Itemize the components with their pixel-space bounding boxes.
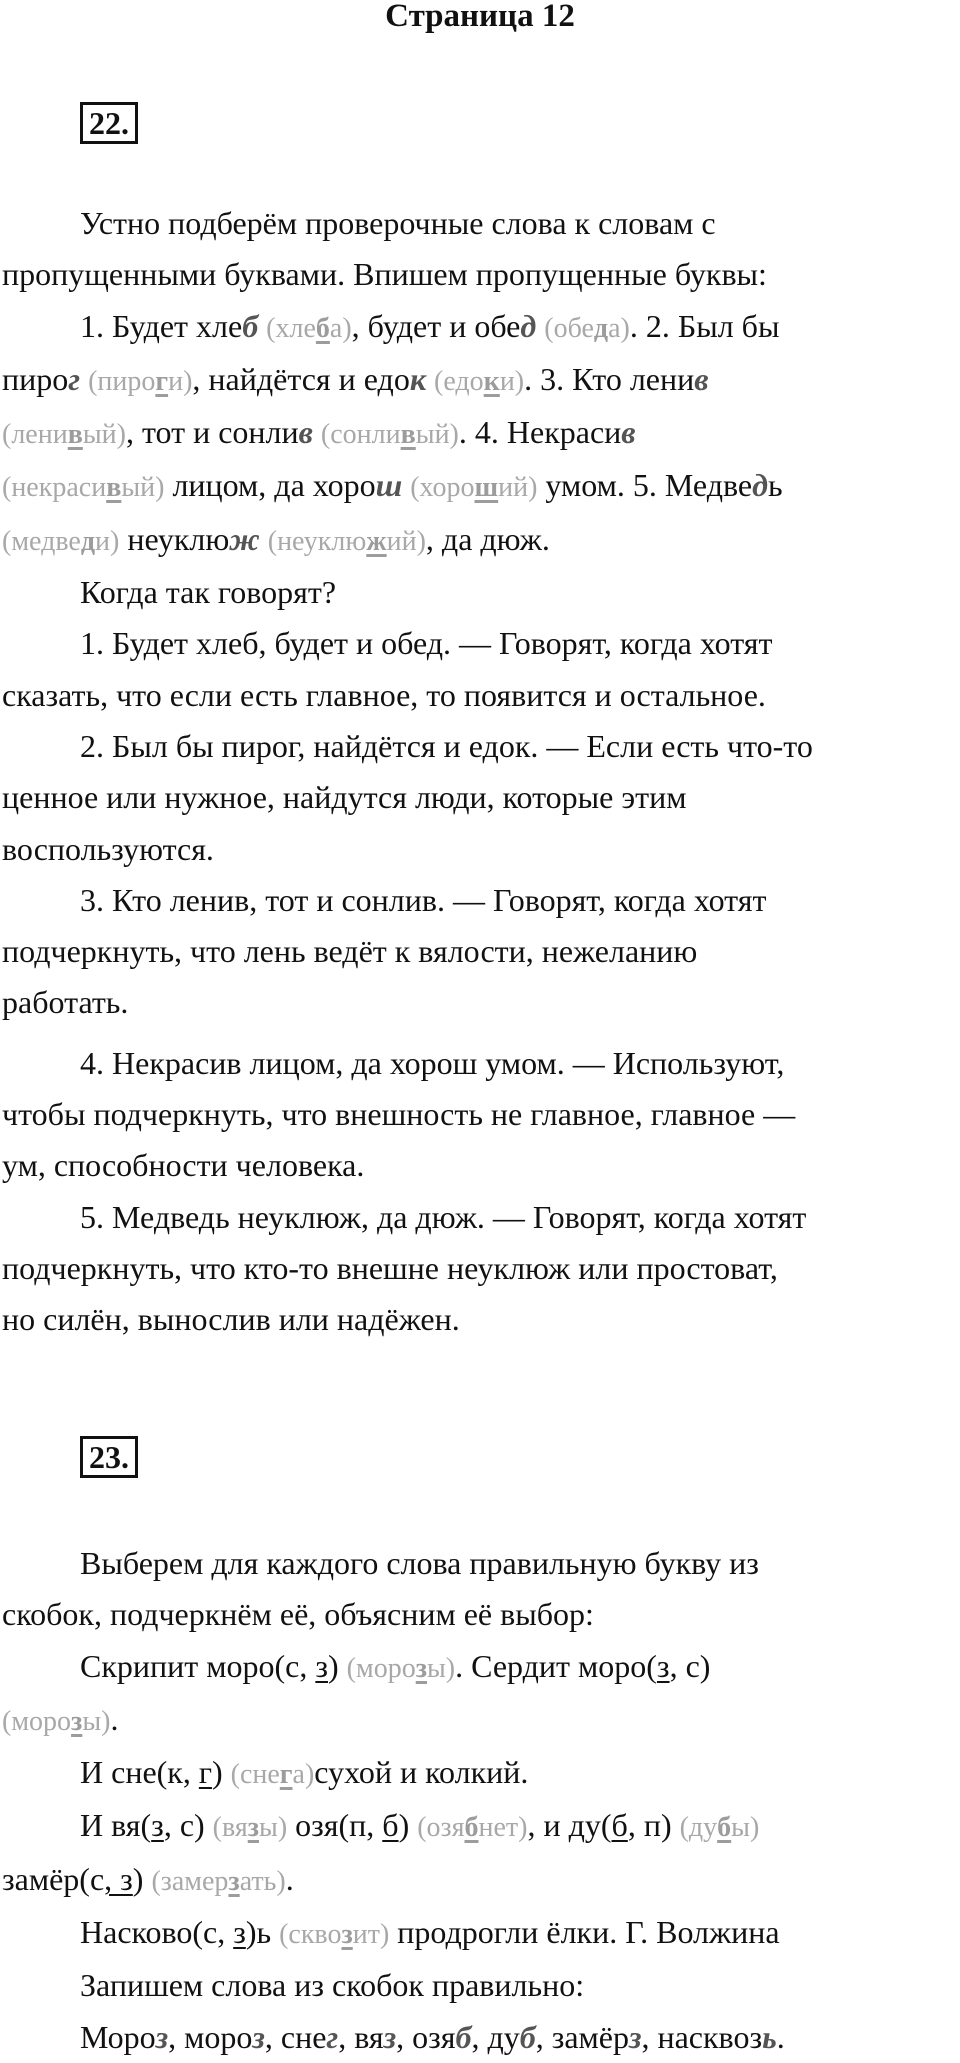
task-number: 23: [89, 1439, 121, 1475]
exercise-line: замёр(с, з) (замерзать).: [2, 1860, 294, 1897]
task-23-body: [2, 1538, 952, 2063]
answer-line: но силён, вынослив или надёжен.: [2, 1301, 460, 1338]
answer-line: воспользуются.: [2, 830, 214, 867]
paragraph: Выберем для каждого слова правильную букву из: [80, 1545, 759, 1581]
answer-line: чтобы подчеркнуть, что внешность не главное, главное —: [2, 1096, 796, 1133]
exercise-line: пирог (пироги), найдётся и едок (едоки). 3. Кто ленив: [2, 360, 709, 397]
answer-line: 2. Был бы пирог, найдётся и едок. — Если есть что-то: [80, 727, 813, 764]
answer-line: подчеркнуть, что лень ведёт к вялости, нежеланию: [2, 933, 698, 970]
task-number-box: 22.: [80, 102, 138, 144]
answer-line: сказать, что если есть главное, то появится и остальное.: [2, 676, 766, 713]
answer-line: работать.: [2, 984, 129, 1021]
page-title: Страница 12: [385, 0, 575, 34]
answer-line: 3. Кто ленив, тот и сонлив. — Говорят, когда хотят: [80, 881, 767, 918]
task-number-box: 23.: [80, 1436, 138, 1478]
exercise-line: Мороз, мороз, снег, вяз, озяб, дуб, замёрз, насквозь.: [80, 2018, 785, 2055]
answer-line: 5. Медведь неуклюж, да дюж. — Говорят, когда хотят: [80, 1198, 807, 1235]
paragraph: Устно подберём проверочные слова к словам с: [80, 205, 716, 241]
task-number: 22: [89, 105, 121, 141]
exercise-line: (морозы).: [2, 1700, 119, 1737]
answer-line: 1. Будет хлеб, будет и обед. — Говорят, когда хотят: [80, 625, 773, 662]
answer-line: ценное или нужное, найдутся люди, которые этим: [2, 779, 687, 816]
task-22-body: [2, 198, 952, 1346]
exercise-line: И сне(к, г) (снега)сухой и колкий.: [80, 1754, 529, 1791]
paragraph: скобок, подчеркнём её, объясним её выбор:: [2, 1596, 594, 1633]
exercise-line: 1. Будет хлеб (хлеба), будет и обед (обеда). 2. Был бы: [80, 307, 780, 344]
exercise-line: Насково(с, з)ь (сквозит) продрогли ёлки. Г. Волжина: [80, 1914, 780, 1951]
exercise-line: (медведи) неуклюж (неуклюжий), да дюж.: [2, 520, 550, 557]
answer-line: ум, способности человека.: [2, 1147, 365, 1184]
paragraph: Запишем слова из скобок правильно:: [80, 1967, 585, 2004]
exercise-line: Скрипит моро(с, з) (морозы). Сердит моро(з, с): [80, 1647, 711, 1684]
question-title: Когда так говорят?: [80, 574, 337, 611]
answer-line: 4. Некрасив лицом, да хорош умом. — Используют,: [80, 1044, 785, 1081]
answer-line: подчеркнуть, что кто-то внешне неуклюж или простоват,: [2, 1249, 778, 1286]
exercise-line: И вя(з, с) (вязы) озя(п, б) (озябнет), и ду(б, п) (дубы): [80, 1807, 760, 1844]
paragraph: пропущенными буквами. Впишем пропущенные буквы:: [2, 256, 767, 293]
exercise-line: (ленивый), тот и сонлив (сонливый). 4. Некрасив: [2, 414, 636, 451]
exercise-line: (некрасивый) лицом, да хорош (хороший) умом. 5. Медведь: [2, 467, 783, 504]
